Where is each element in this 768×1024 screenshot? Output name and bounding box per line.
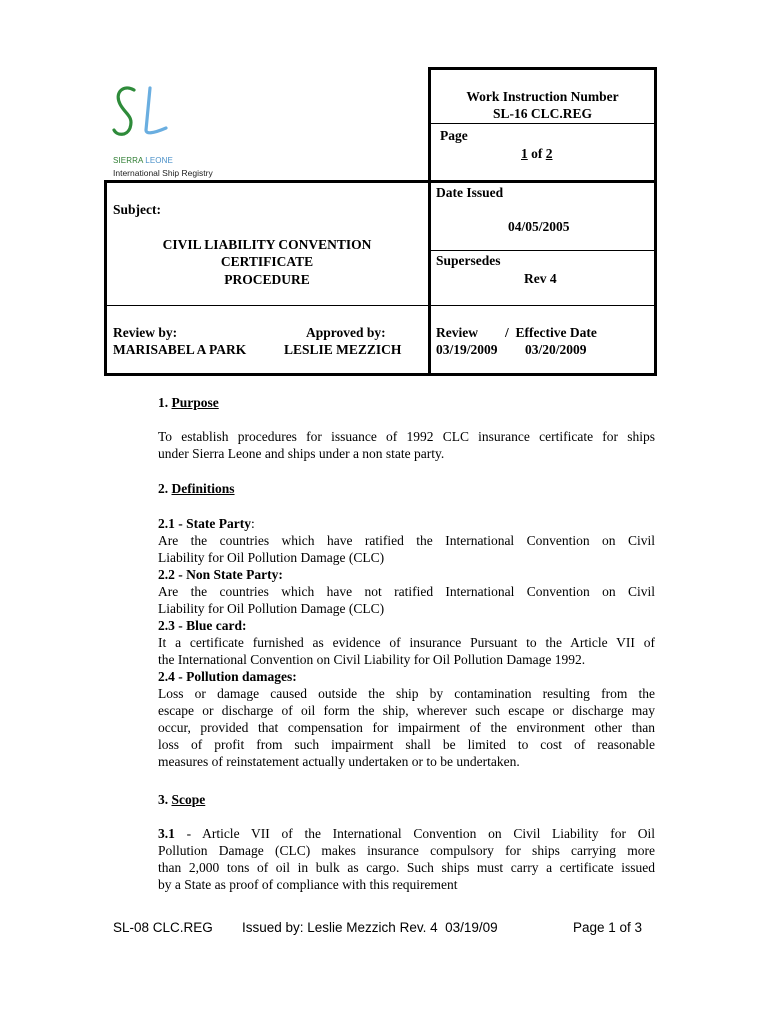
section-heading-definitions: 2. Definitions: [158, 481, 235, 496]
supersedes-value: Rev 4: [524, 271, 557, 286]
subject-label: Subject:: [113, 202, 161, 217]
approved-by-label: Approved by:: [306, 325, 386, 340]
divider: [430, 123, 655, 124]
supersedes-label: Supersedes: [436, 253, 501, 268]
work-instruction-number: SL-16 CLC.REG: [492, 106, 592, 121]
page-number: 1 of 2: [521, 146, 553, 161]
subject-line: CERTIFICATE: [220, 254, 314, 269]
purpose-text: To establish procedures for issuance of 1992 CLC insurance certificate for ships under Sierra Leone and ships under a non state party.: [158, 429, 655, 461]
subject-line: CIVIL LIABILITY CONVENTION: [162, 237, 372, 252]
footer-issued-by: Issued by: Leslie Mezzich Rev. 4 03/19/09: [242, 920, 498, 935]
sierra-leone-logo-icon: [112, 80, 172, 142]
scope-text: 3.1 - Article VII of the International Convention on Civil Liability for Oil Pollution Damage (CLC) makes insurance compulsory for ships carrying more than 2,000 tons of oil in bulk as cargo. Such ships must carry a certificate issued by a State as proof of compliance with this requirement: [158, 826, 655, 892]
work-instruction-label: Work Instruction Number: [466, 89, 619, 104]
subject-line: PROCEDURE: [224, 272, 310, 287]
review-by-label: Review by:: [113, 325, 178, 340]
review-by-name: MARISABEL A PARK: [113, 342, 247, 357]
footer-doc-number: SL-08 CLC.REG: [113, 920, 213, 935]
approved-by-name: LESLIE MEZZICH: [284, 342, 402, 357]
section-heading-purpose: 1. Purpose: [158, 395, 219, 410]
review-date: 03/19/2009: [436, 342, 498, 357]
definitions-body: 2.1 - State Party: Are the countries which have ratified the International Convention on Civil Liability for Oil Pollution Damage (CLC) 2.2 - Non State Party: Are the countries which have not ratified International Convention on Civil Liability for Oil Pollution Damage (CLC) 2.3 - Blue card: It a certificate furnished as evidence of insurance Pursuant to the Article VII of the International Convention on Civil Liability for Oil Pollution Damage 1992. 2.4 - Pollution damages: Loss or damage caused outside the ship by contamination resulting from the escape or discharge of oil form the ship, wherever such escape or discharge may occur, provided that compensation for impairment of the environment other than loss of profit from such impairment shall be limited to cost of reasonable measures of reinstatement actually undertaken or to be undertaken.: [158, 516, 655, 769]
divider: [106, 305, 655, 306]
divider: [430, 250, 655, 251]
section-heading-scope: 3. Scope: [158, 792, 206, 807]
page-label: Page: [440, 128, 468, 143]
effective-date: 03/20/2009: [525, 342, 587, 357]
logo-country-text: SIERRA LEONE: [113, 156, 173, 165]
review-effective-label: Review / Effective Date: [436, 325, 597, 340]
footer-page-number: Page 1 of 3: [573, 920, 643, 935]
date-issued-value: 04/05/2005: [508, 219, 570, 234]
date-issued-label: Date Issued: [436, 185, 504, 200]
logo-registry-text: International Ship Registry: [113, 168, 213, 178]
